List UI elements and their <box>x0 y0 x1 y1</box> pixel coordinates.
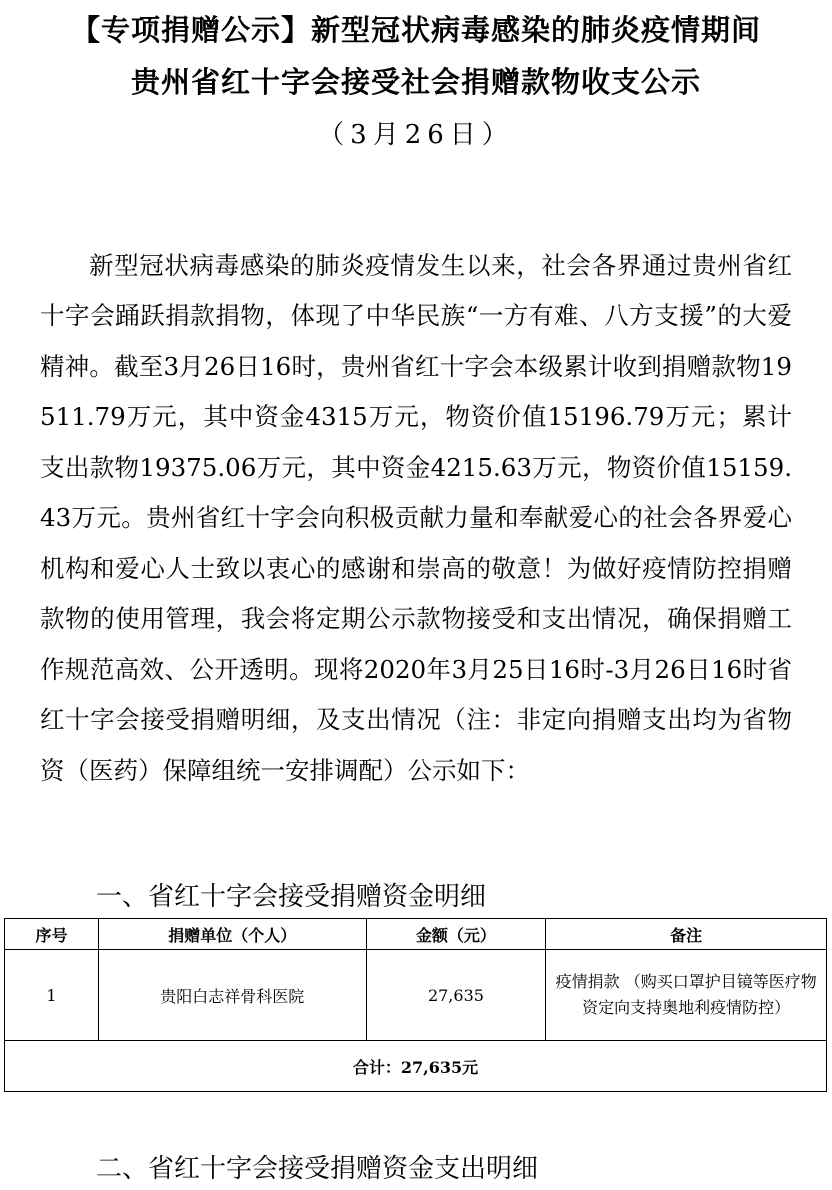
table-total: 合计：27,635元 <box>5 1041 827 1092</box>
notice-title-line1: 【专项捐赠公示】新型冠状病毒感染的肺炎疫情期间 <box>70 13 761 47</box>
donation-table <box>4 918 827 1092</box>
table-row <box>5 950 827 1041</box>
section-heading-donations: 一、省红十字会接受捐赠资金明细 <box>96 882 487 912</box>
row-donor: 贵阳白志祥骨科医院 <box>98 950 366 1041</box>
notice-title-line2: 贵州省红十字会接受社会捐赠款物收支公示 <box>130 65 701 99</box>
notice-date: （3月26日） <box>318 120 514 150</box>
row-amount: 27,635 <box>366 950 546 1041</box>
header-amount: 金额（元） <box>366 919 546 950</box>
header-remark: 备注 <box>546 919 827 950</box>
table-header-row <box>5 919 827 950</box>
row-remark: 疫情捐款 （购买口罩护目镜等医疗物资定向支持奥地利疫情防控） <box>546 950 827 1041</box>
section-heading-expenditures: 二、省红十字会接受捐赠资金支出明细 <box>96 1154 539 1184</box>
row-no: 1 <box>5 950 99 1041</box>
table-total-row <box>5 1041 827 1092</box>
header-no: 序号 <box>5 919 99 950</box>
intro-paragraph: 新型冠状病毒感染的肺炎疫情发生以来，社会各界通过贵州省红十字会踊跃捐款捐物，体现了中华民族“一方有难、八方支援”的大爱精神。截至3月26日16时，贵州省红十字会本级累计收到捐赠款物19511.79万元，其中资金4315万元，物资价值15196.79万元；累计支出款物19375.06万元，其中资金4215.63万元，物资价值15159.43万元。贵州省红十字会向积极贡献力量和奉献爱心的社会各界爱心机构和爱心人士致以衷心的感谢和崇高的敬意！为做好疫情防控捐赠款物的使用管理，我会将定期公示款物接受和支出情况，确保捐赠工作规范高效、公开透明。现将2020年3月25日16时-3月26日16时省红十字会接受捐赠明细，及支出情况（注：非定向捐赠支出均为省物资（医药）保障组统一安排调配）公示如下： <box>40 250 792 785</box>
header-donor: 捐赠单位（个人） <box>98 919 366 950</box>
